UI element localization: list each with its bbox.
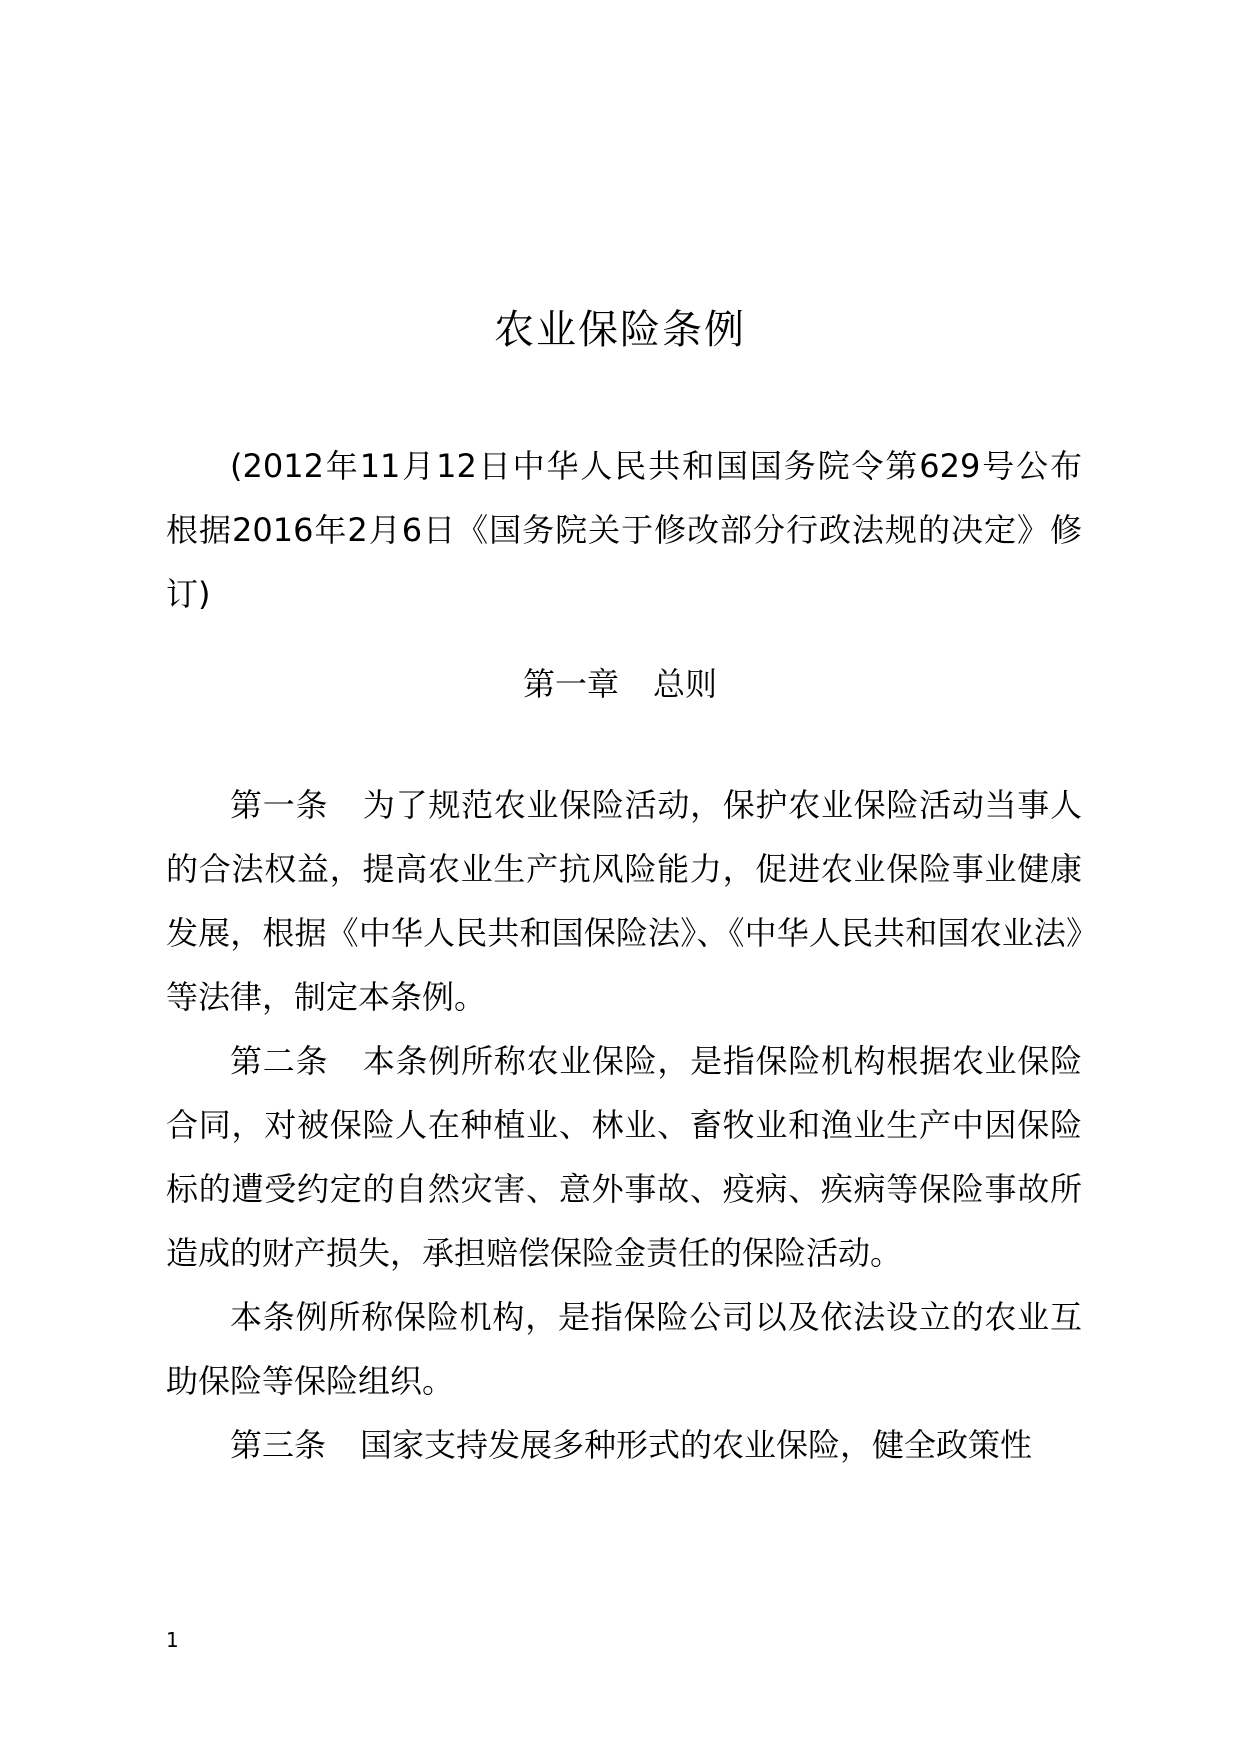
article-number: 第三条: [230, 1426, 327, 1464]
article-paragraph: [166, 1413, 1082, 1477]
articles-body: [166, 773, 1082, 1477]
article-text: 国家支持发展多种形式的农业保险，健全政策性: [360, 1426, 1033, 1464]
article-text: 为了规范农业保险活动，保护农业保险活动当事人的合法权益，提高农业生产抗风险能力，促进农业保险事业健康发展，根据《中华人民共和国保险法》、《中华人民共和国农业法》等法律，制定本条例。: [166, 786, 1082, 1016]
chapter-name: 总则: [653, 665, 718, 703]
article-paragraph: [166, 773, 1082, 1029]
chapter-heading: [0, 661, 1240, 707]
article-text: 本条例所称农业保险，是指保险机构根据农业保险合同，对被保险人在种植业、林业、畜牧业和渔业生产中因保险标的遭受约定的自然灾害、意外事故、疫病、疾病等保险事故所造成的财产损失，承担赔偿保险金责任的保险活动。: [166, 1042, 1082, 1272]
article-text: 本条例所称保险机构，是指保险公司以及依法设立的农业互助保险等保险组织。: [166, 1298, 1082, 1400]
page-number: 1: [166, 1628, 179, 1652]
article-paragraph: [166, 1029, 1082, 1285]
document-title: 农业保险条例: [494, 307, 746, 353]
article-number: 第一条: [230, 786, 329, 824]
promulgation-note-text: (2012年11月12日中华人民共和国国务院令第629号公布 根据2016年2月6日《国务院关于修改部分行政法规的决定》修订): [166, 447, 1115, 613]
article-number: 第二条: [230, 1042, 329, 1080]
chapter-number: 第一章: [522, 665, 619, 703]
article-paragraph: [166, 1285, 1082, 1413]
promulgation-note: [166, 434, 1115, 626]
